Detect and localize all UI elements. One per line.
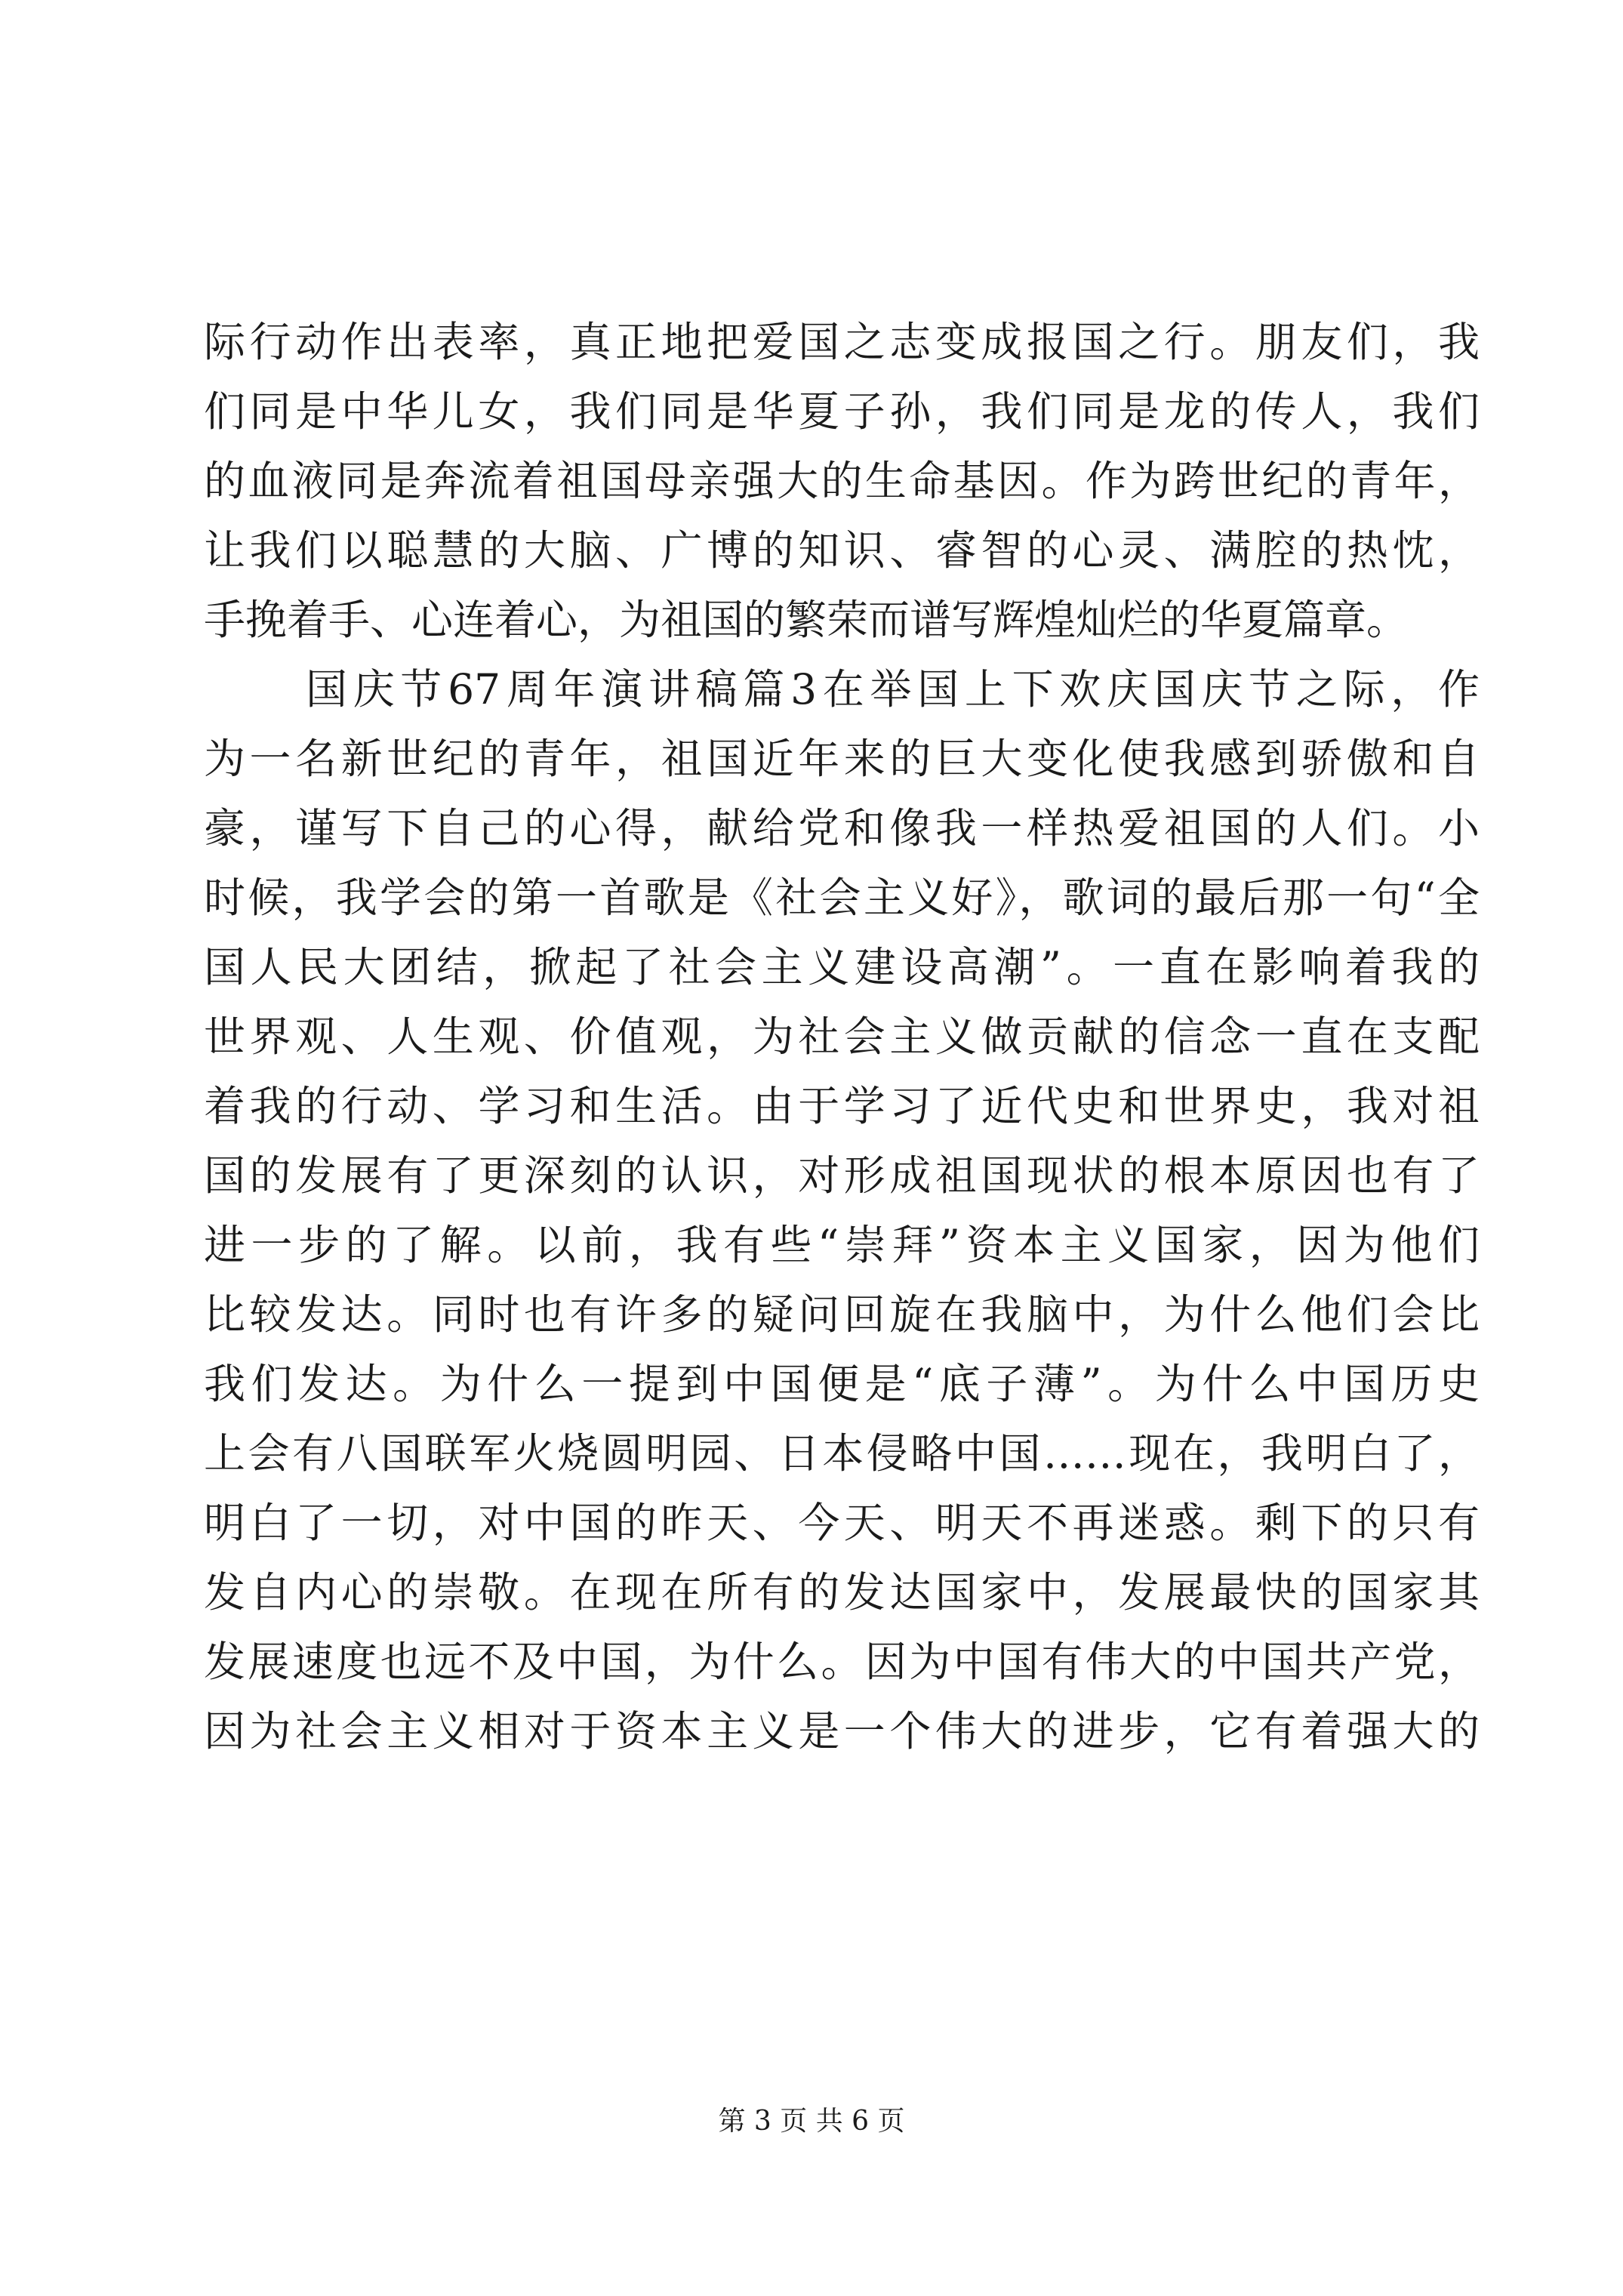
paragraph-first-line: 国庆节67周年演讲稿篇3在举国上下欢庆国庆节之际，作 [306,665,1480,713]
body-text-line: 我们发达。为什么一提到中国便是“底子薄”。为什么中国历史 [204,1360,1480,1408]
body-text-line: 国的发展有了更深刻的认识，对形成祖国现状的根本原因也有了 [204,1151,1480,1200]
body-text-line: 因为社会主义相对于资本主义是一个伟大的进步，它有着强大的 [204,1707,1480,1755]
body-text-line: 进一步的了解。以前，我有些“崇拜”资本主义国家，因为他们 [204,1221,1480,1269]
body-text-line: 的血液同是奔流着祖国母亲强大的生命基因。作为跨世纪的青年， [204,457,1480,505]
body-text-line: 们同是中华儿女，我们同是华夏子孙，我们同是龙的传人，我们 [204,387,1480,436]
page-number-footer: 第 3 页 共 6 页 [718,2106,905,2137]
body-text-line: 世界观、人生观、价值观，为社会主义做贡献的信念一直在支配 [204,1012,1480,1061]
body-text-line: 时候，我学会的第一首歌是《社会主义好》，歌词的最后那一句“全 [204,874,1480,922]
body-text-line: 为一名新世纪的青年，祖国近年来的巨大变化使我感到骄傲和自 [204,735,1480,783]
body-text-line: 让我们以聪慧的大脑、广博的知识、睿智的心灵、满腔的热忱， [204,526,1480,575]
body-text-line: 着我的行动、学习和生活。由于学习了近代史和世界史，我对祖 [204,1082,1480,1130]
body-text-line: 发展速度也远不及中国，为什么。因为中国有伟大的中国共产党， [204,1638,1480,1686]
body-text-line: 比较发达。同时也有许多的疑问回旋在我脑中，为什么他们会比 [204,1290,1480,1339]
body-text-line: 豪，谨写下自己的心得，献给党和像我一样热爱祖国的人们。小 [204,804,1480,852]
body-text-line: 上会有八国联军火烧圆明园、日本侵略中国……现在，我明白了， [204,1429,1480,1478]
body-text-line: 国人民大团结，掀起了社会主义建设高潮”。一直在影响着我的 [204,943,1480,991]
body-text-line: 手挽着手、心连着心，为祖国的繁荣而谱写辉煌灿烂的华夏篇章。 [204,596,1409,644]
body-text-line: 明白了一切，对中国的昨天、今天、明天不再迷惑。剩下的只有 [204,1499,1480,1547]
body-text-line: 际行动作出表率，真正地把爱国之志变成报国之行。朋友们，我 [204,318,1480,366]
body-text-line: 发自内心的崇敬。在现在所有的发达国家中，发展最快的国家其 [204,1568,1480,1616]
